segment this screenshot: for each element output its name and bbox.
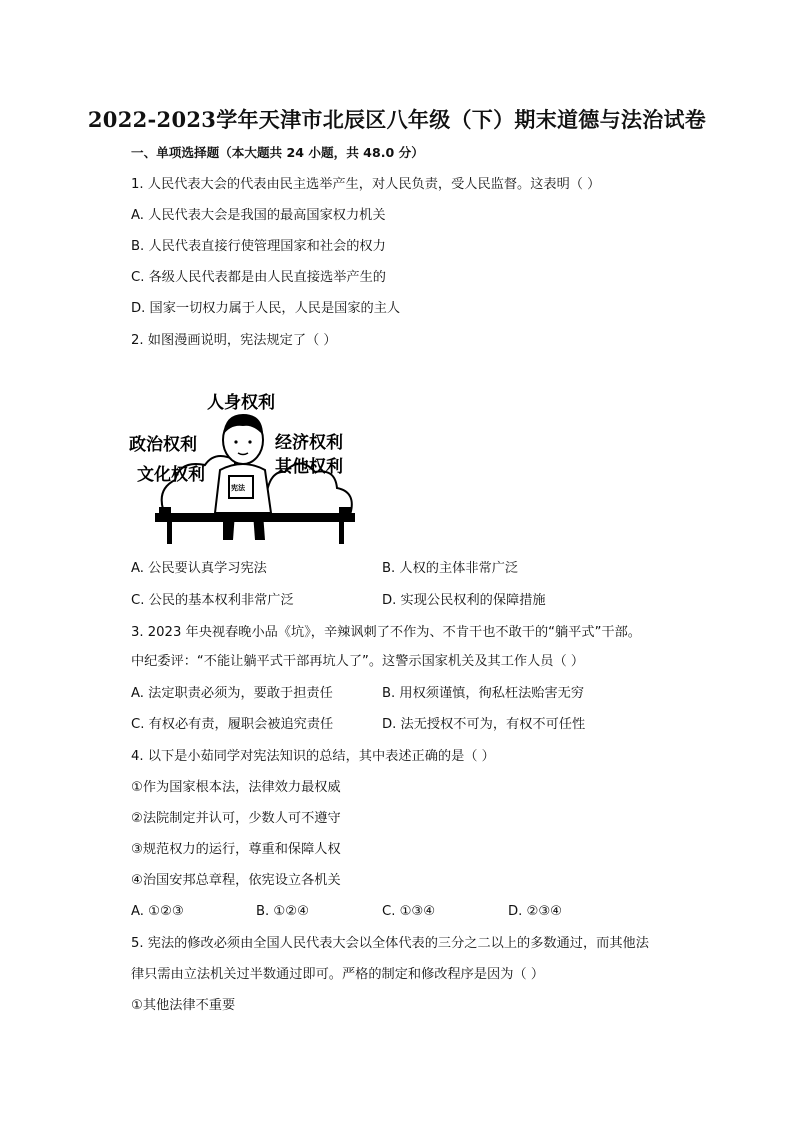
- q5-item-1: ①其他法律不重要: [131, 998, 236, 1013]
- comic-label-personal-rights: 人身权利: [207, 393, 275, 413]
- q3-option-c: C. 有权必有责，履职会被追究责任: [131, 717, 334, 732]
- q4-option-a: A. ①②③: [131, 904, 184, 919]
- q4-option-c: C. ①③④: [382, 904, 436, 919]
- q3-option-d: D. 法无授权不可为，有权不可任性: [382, 717, 586, 732]
- q4-item-2: ②法院制定并认可，少数人可不遵守: [131, 811, 341, 826]
- q1-option-d: D. 国家一切权力属于人民，人民是国家的主人: [131, 301, 401, 316]
- q3-stem-line2: 中纪委评：“不能让躺平式干部再坑人了”。这警示国家机关及其工作人员（ ）: [131, 654, 585, 669]
- q2-stem: 2. 如图漫画说明，宪法规定了（ ）: [131, 333, 337, 348]
- q2-option-b: B. 人权的主体非常广泛: [382, 561, 519, 576]
- q3-stem-line1: 3. 2023 年央视春晚小品《坑》，辛辣讽刺了不作为、不肯干也不敢干的“躺平式”干部。: [131, 625, 641, 640]
- q2-option-c: C. 公民的基本权利非常广泛: [131, 593, 294, 608]
- comic-label-other-rights: 其他权利: [275, 457, 343, 477]
- q4-item-4: ④治国安邦总章程，依宪设立各机关: [131, 873, 341, 888]
- q5-stem-line2: 律只需由立法机关过半数通过即可。严格的制定和修改程序是因为（ ）: [131, 967, 545, 982]
- exam-title: 2022-2023学年天津市北辰区八年级（下）期末道德与法治试卷: [87, 107, 707, 132]
- q2-option-a: A. 公民要认真学习宪法: [131, 561, 267, 576]
- q1-stem: 1. 人民代表大会的代表由民主选举产生，对人民负责，受人民监督。这表明（ ）: [131, 177, 601, 192]
- q4-item-3: ③规范权力的运行，尊重和保障人权: [131, 842, 341, 857]
- q2-option-d: D. 实现公民权利的保障措施: [382, 593, 546, 608]
- comic-label-political-rights: 政治权利: [129, 435, 197, 455]
- q3-option-b: B. 用权须谨慎，徇私枉法贻害无穷: [382, 686, 585, 701]
- q5-stem-line1: 5. 宪法的修改必须由全国人民代表大会以全体代表的三分之二以上的多数通过，而其他法: [131, 936, 649, 951]
- comic-label-economic-rights: 经济权利: [275, 433, 343, 453]
- comic-book-label: 宪法: [231, 484, 245, 492]
- rights-comic-illustration: [125, 380, 365, 550]
- section-heading: 一、单项选择题（本大题共 24 小题，共 48.0 分）: [131, 145, 424, 160]
- q3-option-a: A. 法定职责必须为，要敢于担责任: [131, 686, 333, 701]
- q1-option-c: C. 各级人民代表都是由人民直接选举产生的: [131, 270, 386, 285]
- q4-stem: 4. 以下是小茹同学对宪法知识的总结，其中表述正确的是（ ）: [131, 749, 495, 764]
- q1-option-b: B. 人民代表直接行使管理国家和社会的权力: [131, 239, 386, 254]
- q4-option-d: D. ②③④: [508, 904, 563, 919]
- comic-label-cultural-rights: 文化权利: [137, 465, 205, 485]
- q1-option-a: A. 人民代表大会是我国的最高国家权力机关: [131, 208, 386, 223]
- q4-option-b: B. ①②④: [256, 904, 309, 919]
- q4-item-1: ①作为国家根本法，法律效力最权威: [131, 780, 341, 795]
